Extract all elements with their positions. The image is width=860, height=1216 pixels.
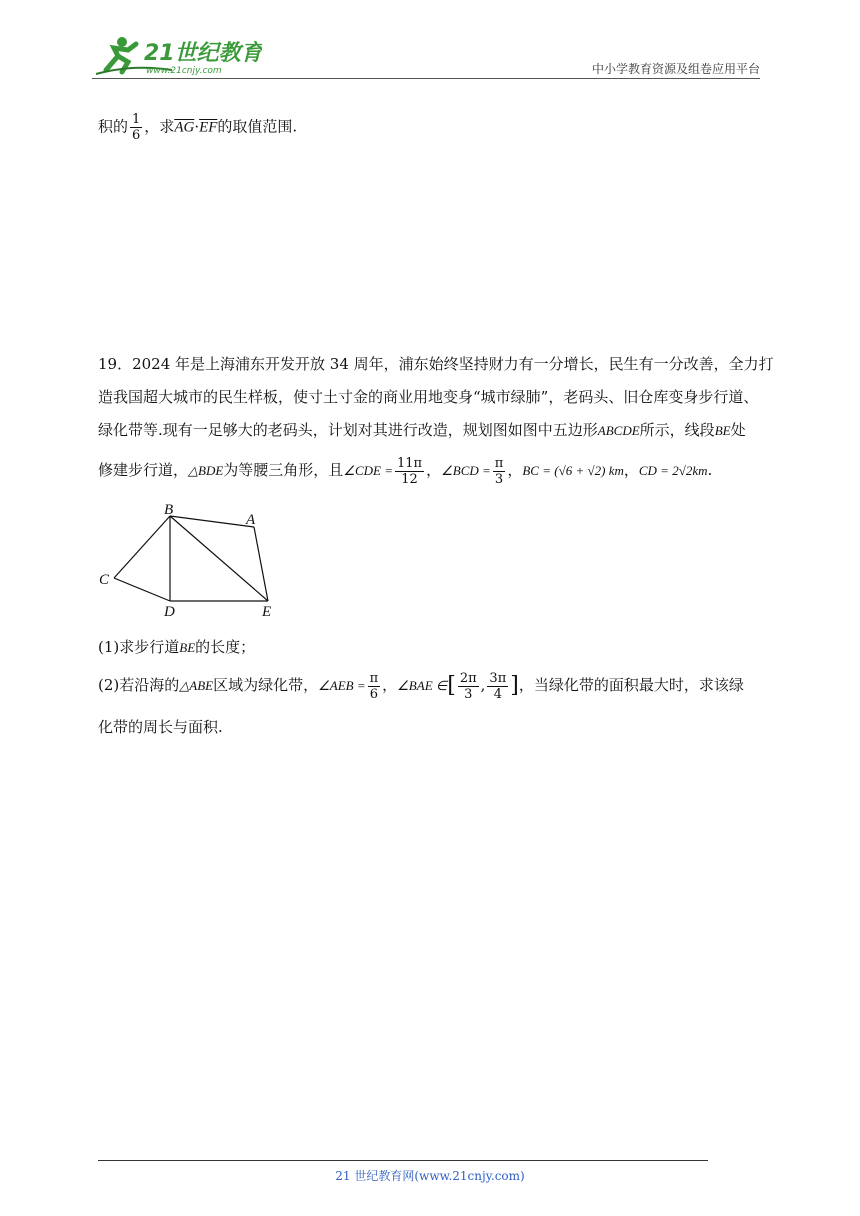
frac-2pi-3 bbox=[458, 671, 479, 702]
frac-num: 3π bbox=[489, 670, 507, 686]
length-cd: CD = 2√2km bbox=[638, 463, 708, 478]
prev-question-line bbox=[98, 112, 297, 143]
q19-line2: 造我国超大城市的民生样板，使寸土寸金的商业用地变身“城市绿肺”，老码头、旧仓库变身步行道、 bbox=[98, 388, 759, 406]
part2-line1 bbox=[98, 666, 744, 704]
logo-text: 21世纪教育 bbox=[144, 41, 262, 66]
part2-a: (2)若沿海的 bbox=[98, 676, 180, 694]
vertex-d: D bbox=[164, 604, 175, 620]
frac-num: 2π bbox=[459, 670, 477, 686]
logo bbox=[92, 30, 262, 78]
right-bracket: ] bbox=[510, 673, 519, 698]
line4-b: 为等腰三角形，且 bbox=[223, 461, 344, 479]
length-bc: BC = (√6 + √2) km bbox=[522, 463, 624, 478]
footer-text: 21 世纪教育网(www.21cnjy.com) bbox=[335, 1169, 525, 1183]
line3-a: 绿化带等.现有一足够大的老码头，计划对其进行改造，规划图如图中五边形 bbox=[98, 421, 598, 439]
angle-cde: ∠CDE = bbox=[343, 463, 393, 478]
triangle-abe: △ABE bbox=[179, 678, 214, 693]
vector-ef: $\overline{EF}$ bbox=[199, 119, 218, 136]
part2-c: ，当绿化带的面积最大时，求该绿 bbox=[518, 676, 744, 694]
segment-be: BE bbox=[714, 423, 731, 438]
vertex-e: E bbox=[262, 604, 272, 620]
prev-lead: 积的 bbox=[98, 117, 129, 136]
frac-den: 4 bbox=[493, 686, 502, 702]
pentagon-label: ABCDE bbox=[597, 423, 640, 438]
fraction-one-sixth bbox=[130, 112, 142, 143]
frac-pi-6 bbox=[368, 671, 381, 702]
vertex-b: B bbox=[164, 502, 174, 518]
edge-dc bbox=[114, 578, 170, 601]
part1-be: BE bbox=[179, 640, 196, 655]
triangle-bde: △BDE bbox=[188, 463, 224, 478]
frac-11pi-12 bbox=[395, 456, 424, 487]
frac-num: π bbox=[369, 670, 379, 686]
prev-tail: 的取值范围. bbox=[217, 117, 298, 136]
frac-num: 11π bbox=[397, 455, 423, 471]
frac-den: 3 bbox=[464, 686, 473, 702]
left-bracket: [ bbox=[447, 673, 456, 698]
part2-line2: 化带的周长与面积. bbox=[98, 718, 223, 736]
vertex-c: C bbox=[99, 572, 110, 588]
prev-mid: ，求 bbox=[144, 117, 175, 136]
line4-a: 修建步行道， bbox=[98, 461, 189, 479]
pentagon-figure bbox=[96, 500, 286, 622]
part2-b: 区域为绿化带， bbox=[213, 676, 319, 694]
vector-ag: $\overline{AG}$ bbox=[174, 119, 195, 136]
line3-b: 所示，线段 bbox=[639, 421, 715, 439]
dot-op: · bbox=[194, 117, 200, 136]
frac-den: 3 bbox=[494, 471, 504, 487]
angle-bcd: ∠BCD = bbox=[441, 463, 491, 478]
logo-url: www.21cnjy.com bbox=[146, 66, 222, 76]
sep: ， bbox=[507, 461, 523, 479]
frac-den: 12 bbox=[401, 471, 418, 487]
edge-ba bbox=[170, 516, 254, 527]
vertex-a: A bbox=[246, 512, 256, 528]
sep: ， bbox=[382, 676, 398, 694]
line3-c: 处 bbox=[730, 421, 746, 439]
header-divider bbox=[92, 78, 760, 79]
frac-3pi-4 bbox=[487, 671, 508, 702]
frac-den: 6 bbox=[369, 686, 378, 702]
footer-divider bbox=[98, 1160, 708, 1161]
frac-num: π bbox=[494, 455, 504, 471]
q19-line4 bbox=[98, 452, 712, 488]
part1 bbox=[98, 637, 255, 658]
angle-aeb: ∠AEB = bbox=[318, 678, 366, 693]
sep: ， bbox=[623, 461, 639, 479]
frac-den: 6 bbox=[132, 128, 141, 143]
angle-bae: ∠BAE ∈ bbox=[397, 678, 448, 693]
frac-num: 1 bbox=[132, 112, 141, 127]
line4-end: . bbox=[707, 461, 713, 479]
edge-cb bbox=[114, 516, 170, 578]
frac-pi-3 bbox=[493, 456, 506, 487]
platform-name: 中小学教育资源及组卷应用平台 bbox=[591, 62, 760, 76]
sep: ， bbox=[426, 461, 442, 479]
q19-line1: 19．2024 年是上海浦东开发开放 34 周年，浦东始终坚持财力有一分增长，民生有一分改善，全力打 bbox=[98, 355, 774, 373]
q19-line3 bbox=[98, 420, 746, 441]
part1-b: 的长度； bbox=[195, 638, 256, 656]
edge-be bbox=[170, 516, 268, 601]
range-comma: , bbox=[480, 676, 486, 694]
part1-a: (1)求步行道 bbox=[98, 638, 180, 656]
